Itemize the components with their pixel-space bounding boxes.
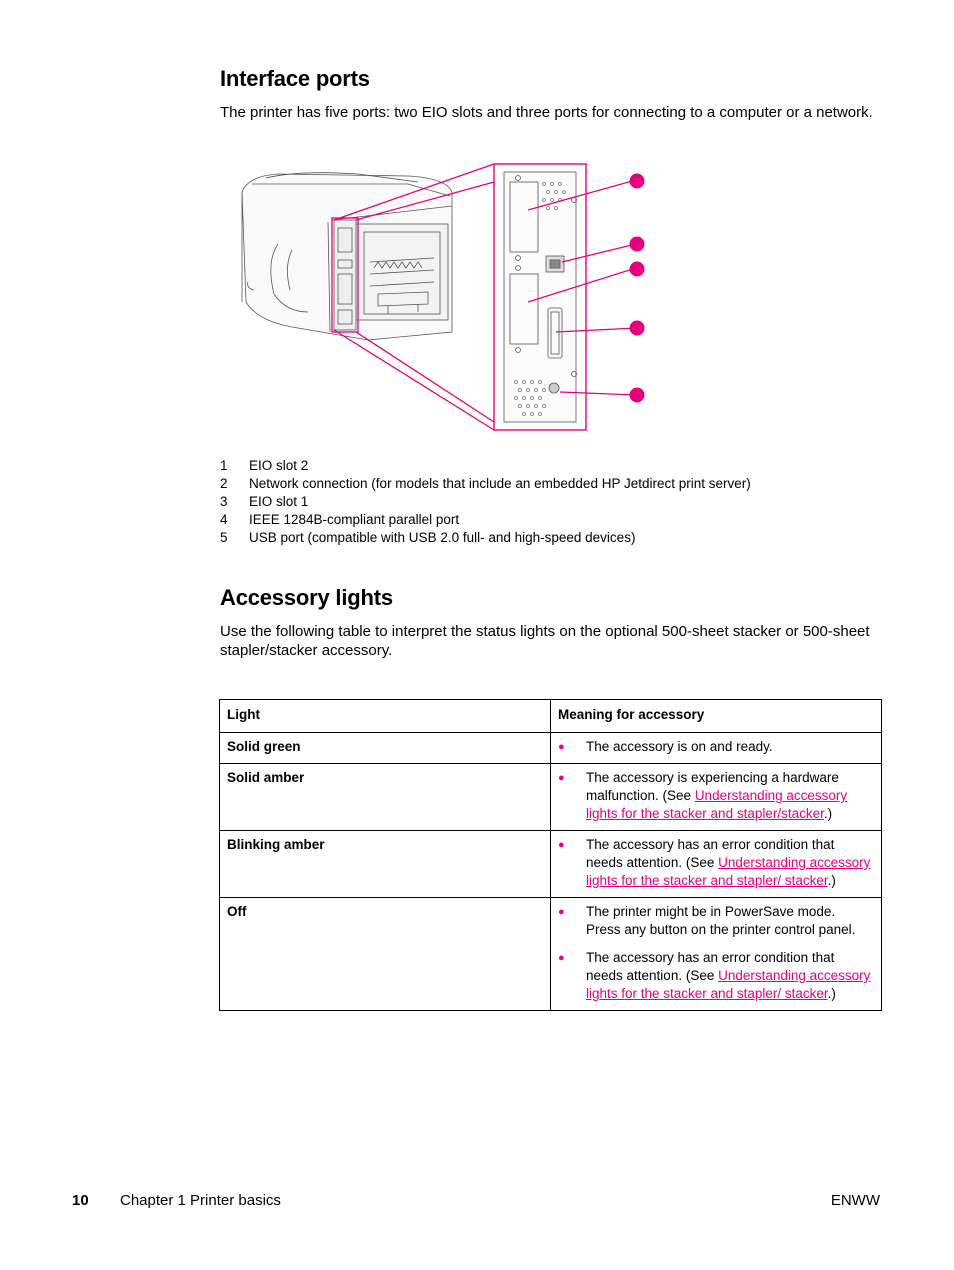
column-header-light: Light <box>220 700 551 733</box>
table-row <box>220 733 882 764</box>
page-number: 10 <box>72 1192 89 1209</box>
callout-marker <box>630 321 645 336</box>
table-row <box>220 764 882 831</box>
cross-reference-link[interactable]: Understanding accessory lights for the stacker and stapler/stacker <box>586 788 848 821</box>
accessory-lights-intro: Use the following table to interpret the status lights on the optional 500-sheet stacker or 500-sheet stapler/stacker accessory. <box>220 623 870 659</box>
callout-marker <box>630 262 645 277</box>
bullet-icon: ● <box>558 906 565 918</box>
light-cell: Off <box>220 898 551 1011</box>
meaning-cell <box>551 764 882 831</box>
callout-legend <box>220 457 880 547</box>
section-title-accessory-lights: Accessory lights <box>220 585 393 610</box>
cross-reference-link[interactable]: Understanding accessory lights for the stacker and stapler/ stacker <box>586 968 871 1001</box>
cross-reference-link[interactable]: Understanding accessory lights for the stacker and stapler/ stacker <box>586 855 871 888</box>
callout-marker <box>630 237 645 252</box>
callout-marker <box>630 174 645 189</box>
interface-ports-intro: The printer has five ports: two EIO slots and three ports for connecting to a computer or a network. <box>220 104 873 121</box>
light-cell: Solid amber <box>220 764 551 831</box>
bullet-item: ● The accessory is on and ready. <box>558 739 773 754</box>
light-cell: Solid green <box>220 733 551 764</box>
light-cell: Blinking amber <box>220 831 551 898</box>
callout-item: 2 Network connection (for models that include an embedded HP Jetdirect print server) <box>220 476 751 491</box>
printer-rear-illustration <box>238 162 648 434</box>
bullet-item: ● The printer might be in PowerSave mode. Press any button on the printer control panel. <box>558 904 856 937</box>
meaning-cell <box>551 733 882 764</box>
callout-item: 5 USB port (compatible with USB 2.0 full- and high-speed devices) <box>220 530 636 545</box>
bullet-icon: ● <box>558 839 565 851</box>
table-header-row <box>220 700 882 733</box>
meaning-cell <box>551 831 882 898</box>
callout-item: 3 EIO slot 1 <box>220 494 309 509</box>
bullet-icon: ● <box>558 772 565 784</box>
interface-ports-figure <box>238 162 648 434</box>
chapter-title: Chapter 1 Printer basics <box>120 1192 281 1209</box>
callout-marker <box>630 388 645 403</box>
callout-item: 4 IEEE 1284B-compliant parallel port <box>220 512 460 527</box>
table-row <box>220 831 882 898</box>
callout-item: 1 EIO slot 2 <box>220 458 309 473</box>
footer-right-label: ENWW <box>830 1192 880 1209</box>
meaning-cell <box>551 898 882 1011</box>
section-title-interface-ports: Interface ports <box>220 66 370 91</box>
bullet-icon: ● <box>558 741 565 753</box>
bullet-item: ● The accessory has an error condition that needs attention. (See Understanding accessory lights for the stacker and stapler/ stacker.) <box>558 837 871 888</box>
table-row <box>220 898 882 1011</box>
bullet-item: ● The accessory has an error condition that needs attention. (See Understanding accessory lights for the stacker and stapler/ stacker.) <box>558 950 871 1001</box>
bullet-icon: ● <box>558 952 565 964</box>
accessory-lights-table <box>219 699 882 1011</box>
column-header-meaning: Meaning for accessory <box>551 700 882 733</box>
bullet-item: ● The accessory is experiencing a hardware malfunction. (See Understanding accessory lights for the stacker and stapler/stacker.) <box>558 770 848 821</box>
